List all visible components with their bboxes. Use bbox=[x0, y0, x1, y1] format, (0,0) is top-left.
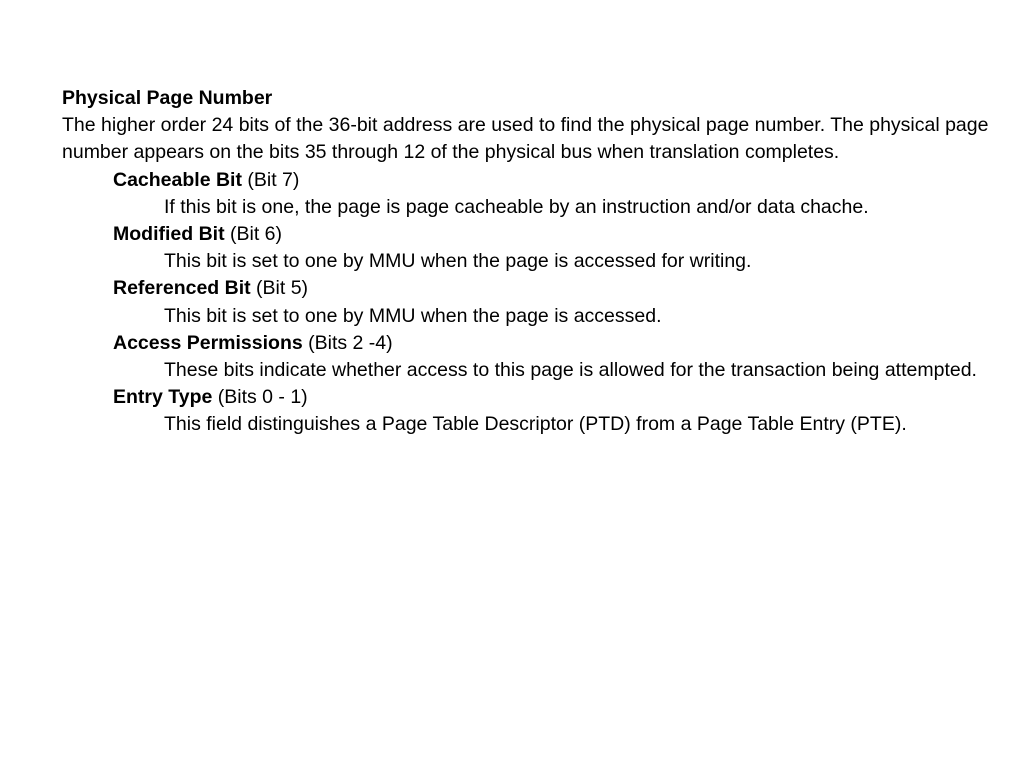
field-access-permissions bbox=[62, 330, 1007, 357]
section-intro: The higher order 24 bits of the 36-bit address are used to find the physical page number. The physical page number appears on the bits 35 through 12 of the physical bus when translation completes. bbox=[62, 114, 989, 164]
field-name: Entry Type bbox=[113, 386, 213, 409]
field-bits: (Bit 6) bbox=[230, 223, 283, 246]
field-description: This field distinguishes a Page Table Descriptor (PTD) from a Page Table Entry (PTE). bbox=[164, 413, 907, 436]
field-name: Cacheable Bit bbox=[113, 168, 242, 191]
field-bits: (Bit 5) bbox=[256, 277, 309, 300]
field-name: Access Permissions bbox=[113, 331, 303, 354]
document-page bbox=[62, 85, 1007, 439]
field-bits: (Bits 2 -4) bbox=[308, 331, 393, 354]
field-description: These bits indicate whether access to this page is allowed for the transaction being attempted. bbox=[164, 359, 977, 382]
field-entry-type bbox=[62, 384, 1007, 411]
field-description: This bit is set to one by MMU when the page is accessed for writing. bbox=[164, 250, 752, 273]
field-bits: (Bit 7) bbox=[247, 168, 300, 191]
field-bits: (Bits 0 - 1) bbox=[217, 386, 308, 409]
field-cacheable-bit bbox=[62, 167, 1007, 194]
field-description: If this bit is one, the page is page cacheable by an instruction and/or data chache. bbox=[164, 195, 869, 218]
field-name: Modified Bit bbox=[113, 223, 225, 246]
field-name: Referenced Bit bbox=[113, 277, 251, 300]
section-heading: Physical Page Number bbox=[62, 87, 273, 109]
field-modified-bit bbox=[62, 221, 1007, 248]
field-description: This bit is set to one by MMU when the page is accessed. bbox=[164, 304, 662, 327]
field-referenced-bit bbox=[62, 275, 1007, 302]
